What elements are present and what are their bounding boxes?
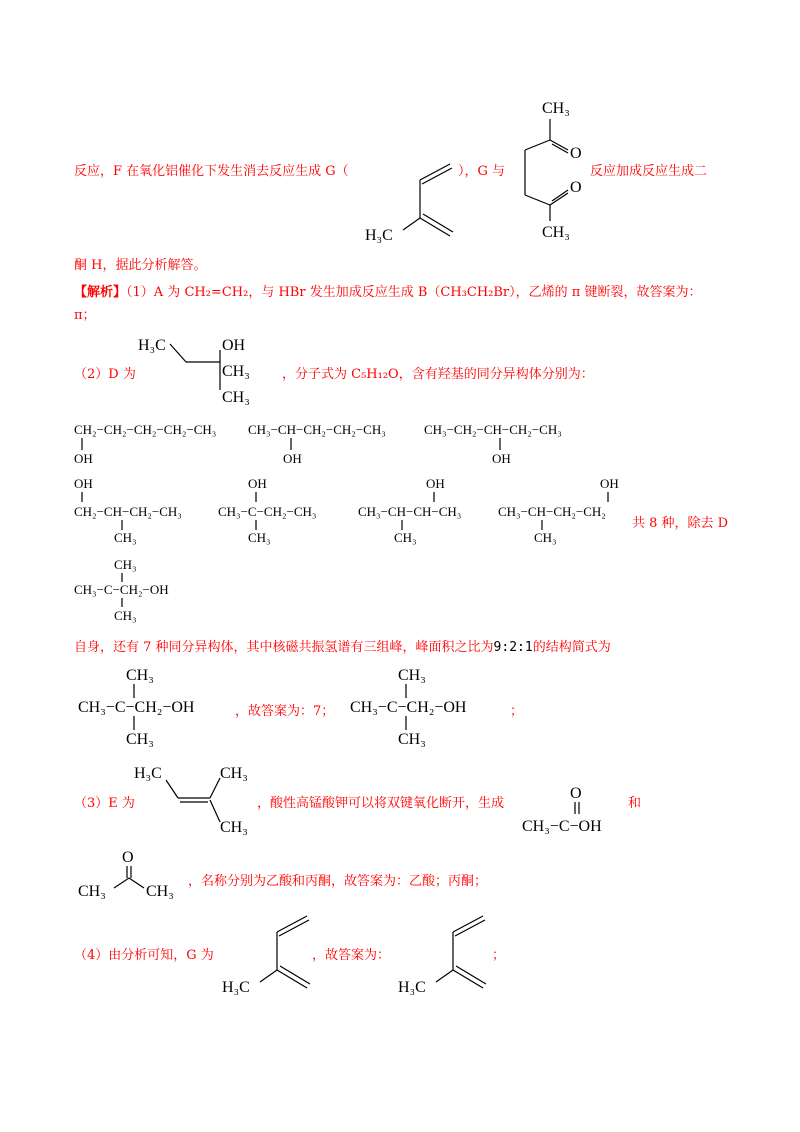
ch3-label: CH₃ (126, 667, 154, 684)
h3c-label: H₃C (138, 337, 166, 354)
ch3-label: CH₃ (126, 731, 154, 748)
h3c-label: H₃C (134, 765, 162, 782)
oh-label: OH (248, 476, 267, 491)
isomer-5 (218, 474, 358, 544)
q4-end: ； (492, 948, 506, 963)
ch3-label: CH₃ (78, 883, 106, 900)
q2-prefix: （2）D 为 (74, 367, 136, 382)
oh-label: OH (74, 451, 93, 466)
ch3-label: CH₃ (534, 530, 557, 545)
isomer-formula: CH₃−CH−CH−CH₃ (358, 504, 462, 519)
intro-text-3: 反应加成反应生成二 (590, 164, 708, 179)
neopentyl-structure-2 (350, 664, 520, 750)
ch3-label: CH₃ (398, 667, 426, 684)
isomer-4 (74, 474, 214, 544)
ch3-label: CH₃ (394, 530, 417, 545)
q2-more-text: 自身，还有 7 种同分异构体，其中核磁共振氢谱有三组峰，峰面积之比为 (74, 640, 494, 655)
q1-answer: π； (74, 308, 96, 323)
h3c-label: H₃C (222, 979, 250, 996)
ch3-label: CH₃ (222, 363, 250, 380)
ch3-label: CH₃ (398, 731, 426, 748)
acid-formula: CH₃−C−OH (522, 818, 602, 835)
q3-names: ，名称分别为乙酸和丙酮，故答案为：乙酸；丙酮； (188, 874, 488, 889)
d-structure (138, 334, 278, 409)
q3-and: 和 (628, 796, 642, 811)
ch3-label: CH₃ (542, 100, 570, 117)
neo-formula: CH₃−C−CH₂−OH (78, 699, 195, 716)
ch3-label: CH₃ (542, 224, 570, 241)
isomer-formula: CH₃−CH−CH₂−CH₂ (498, 504, 606, 519)
o-label: O (570, 179, 582, 196)
isomer-formula: CH₃−C−CH₂−CH₃ (218, 504, 317, 519)
ch3-label: CH₃ (114, 557, 137, 572)
isoprene-structure-1 (365, 160, 455, 245)
neopentyl-structure-1 (78, 664, 248, 750)
ch3-label: CH₃ (220, 765, 248, 782)
e-structure (134, 760, 264, 840)
isomer-formula: CH₃−C−CH₂−OH (74, 582, 169, 597)
isomer-8 (74, 556, 214, 626)
q2-end: ； (510, 704, 524, 719)
ch3-label: CH₃ (220, 819, 248, 836)
o-label: O (570, 145, 582, 162)
q2-ratio: 9:2:1 (493, 640, 533, 655)
q4-text: ，故答案为： (312, 948, 391, 963)
q1-text: （1）A 为 CH₂=CH₂，与 HBr 发生加成反应生成 B（CH₃CH₂Br），乙烯的 π 键断裂，故答案为： (126, 285, 702, 300)
intro-text-4: 酮 H，据此分析解答。 (74, 258, 207, 273)
ch3-label: CH₃ (114, 530, 137, 545)
q2-more (74, 640, 611, 656)
ch3-label: CH₃ (222, 389, 250, 406)
isomer-formula: CH₂−CH₂−CH₂−CH₂−CH₃ (74, 422, 217, 437)
oh-label: OH (492, 451, 511, 466)
isoprene-structure-3 (398, 912, 488, 997)
isomer-formula: CH₃−CH−CH₂−CH₂−CH₃ (248, 422, 386, 437)
isomer-1 (74, 418, 244, 468)
isomer-7 (498, 474, 638, 544)
isomer-6 (358, 474, 498, 544)
q3-text: ，酸性高锰酸钾可以将双键氧化断开，生成 (257, 796, 505, 811)
q1-line (74, 285, 701, 301)
diketone-structure (510, 95, 590, 245)
isomer-formula: CH₃−CH₂−CH−CH₂−CH₃ (424, 422, 562, 437)
q3-prefix: （3）E 为 (74, 796, 135, 811)
acetic-acid-structure (522, 782, 632, 834)
oh-label: OH (74, 476, 93, 491)
ch3-label: CH₃ (146, 883, 174, 900)
h3c-label: H₃C (365, 227, 393, 244)
isomer-formula: CH₂−CH−CH₂−CH₃ (74, 504, 182, 519)
isomer-2 (248, 418, 418, 468)
q2-text: ，分子式为 C₅H₁₂O，含有羟基的同分异构体分别为： (282, 367, 594, 382)
analysis-tag: 【解析】 (74, 285, 127, 300)
ch3-label: CH₃ (114, 608, 137, 623)
intro-text-2: ），G 与 (458, 164, 506, 179)
oh-label: OH (222, 337, 246, 354)
q4-prefix: （4）由分析可知，G 为 (74, 948, 214, 963)
ch3-label: CH₃ (248, 530, 271, 545)
q2-answer: ，故答案为：7； (235, 704, 335, 719)
neo-formula: CH₃−C−CH₂−OH (350, 699, 467, 716)
acetone-structure (78, 848, 198, 902)
oh-label: OH (600, 476, 619, 491)
isoprene-structure-2 (222, 912, 312, 997)
oh-label: OH (426, 476, 445, 491)
h3c-label: H₃C (398, 979, 426, 996)
oh-label: OH (283, 451, 302, 466)
o-label: O (122, 849, 134, 866)
q2-count: 共 8 种，除去 D (632, 516, 729, 531)
q2-more-end: 的结构简式为 (532, 640, 611, 655)
intro-text-1: 反应，F 在氧化铝催化下发生消去反应生成 G（ (74, 164, 349, 179)
isomer-3 (424, 418, 594, 468)
o-label: O (570, 785, 582, 802)
